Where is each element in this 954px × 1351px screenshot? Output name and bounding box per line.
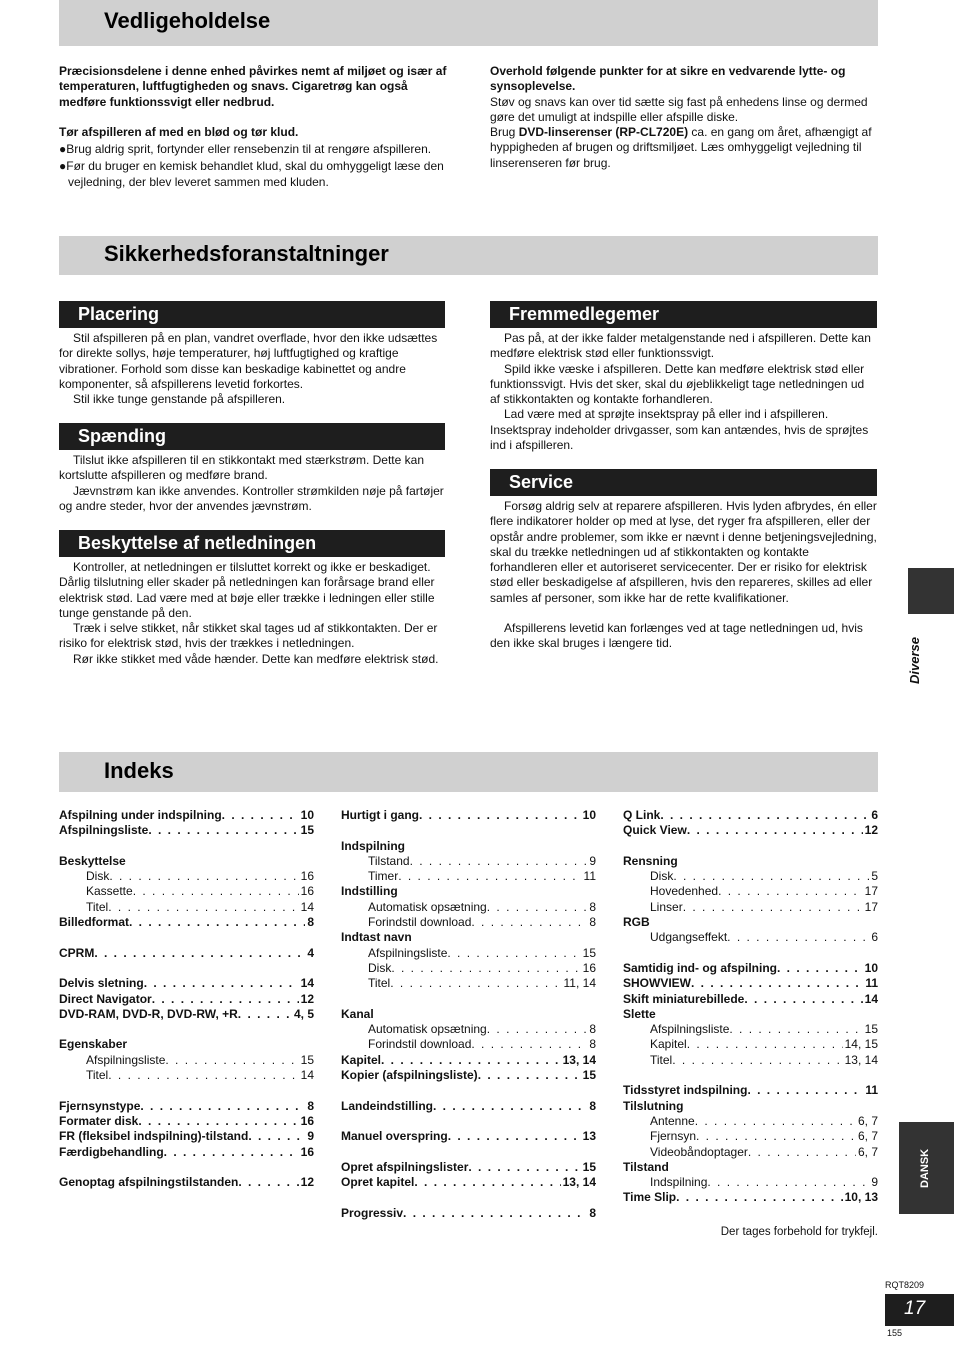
index-entry-page: 8 xyxy=(307,1098,314,1113)
index-leader-dots xyxy=(468,1160,580,1175)
index-gap xyxy=(341,1190,596,1205)
index-gap xyxy=(59,1160,314,1175)
index-entry-label: Afspilningsliste xyxy=(86,1052,166,1067)
index-entry xyxy=(341,808,596,823)
index-entry xyxy=(341,915,596,930)
index-entry xyxy=(623,1037,878,1052)
index-entry xyxy=(59,1175,314,1190)
placering-text: Stil afspilleren på en plan, vandret overflade, hvor den ikke udsættes for direkte sollys, høje temperaturer, høj luftfugtighed og kraftige vibrationer. Forhold som disse kan beskadige kabinettet og andre komponenter, så afspillerens levetid forkortes. Stil ikke tunge genstande på afspilleren. xyxy=(59,331,438,407)
index-leader-dots xyxy=(165,1053,298,1068)
index-entry xyxy=(623,900,878,915)
index-entry-label: Forindstil download xyxy=(368,1037,472,1052)
index-leader-dots xyxy=(238,1175,298,1190)
index-entry-page: 15 xyxy=(582,1159,596,1174)
index-entry-label: Titel xyxy=(86,1068,109,1083)
index-heading: Indtast navn xyxy=(341,930,412,945)
index-leader-dots xyxy=(718,884,863,899)
maint-left-column xyxy=(59,64,449,190)
side-label-dansk: DANSK xyxy=(919,1148,931,1188)
index-entry-label: Indspilning xyxy=(650,1175,708,1190)
index-entry xyxy=(623,976,878,991)
index-leader-dots xyxy=(238,1007,292,1022)
index-leader-dots xyxy=(403,1206,587,1221)
subhead-spaending: Spænding xyxy=(59,423,445,450)
index-leader-dots xyxy=(683,900,863,915)
index-entry-label: Q Link xyxy=(623,808,661,822)
index-leader-dots xyxy=(391,961,580,976)
index-heading: Indspilning xyxy=(341,838,405,853)
index-entry-label: Opret afspilningslister xyxy=(341,1159,469,1174)
index-entry xyxy=(341,976,596,991)
index-entry-label: SHOWVIEW xyxy=(623,976,691,991)
index-entry-page: 14 xyxy=(300,899,314,914)
index-entry-label: Disk xyxy=(650,869,674,884)
index-entry-page: 15 xyxy=(582,945,596,960)
index-entry-page: 14 xyxy=(300,1068,314,1083)
subhead-fremmedlegemer: Fremmedlegemer xyxy=(490,301,877,328)
index-entry xyxy=(59,915,314,930)
index-entry xyxy=(341,1068,596,1083)
index-gap xyxy=(59,930,314,945)
index-entry-label: Quick View xyxy=(623,823,687,838)
index-leader-dots xyxy=(108,900,298,915)
index-entry-page: 13, 14 xyxy=(844,1052,878,1067)
index-leader-dots xyxy=(433,1099,587,1114)
index-entry-page: 14 xyxy=(864,991,878,1006)
index-entry xyxy=(59,900,314,915)
index-entry-page: 6, 7 xyxy=(857,1113,878,1128)
index-entry-label: DVD-RAM, DVD-R, DVD-RW, +R xyxy=(59,1006,238,1021)
index-entry-page: 11 xyxy=(865,1083,878,1098)
index-entry-label: Timer xyxy=(368,869,399,884)
index-gap xyxy=(623,839,878,854)
index-entry-page: 16 xyxy=(300,884,314,899)
index-entry-page: 6, 7 xyxy=(857,1144,878,1159)
index-entry xyxy=(59,884,314,899)
index-entry-label: Billedformat xyxy=(59,915,130,930)
index-leader-dots xyxy=(381,1053,561,1068)
index-entry xyxy=(341,1175,596,1190)
index-entry-page: 9 xyxy=(871,1175,878,1190)
index-entry-page: 12 xyxy=(300,1175,314,1190)
index-entry xyxy=(623,930,878,945)
index-entry-label: Forindstil download xyxy=(368,915,472,930)
index-entry-label: Kopier (afspilningsliste) xyxy=(341,1068,478,1083)
index-entry-page: 12 xyxy=(864,823,878,838)
index-heading: Tilslutning xyxy=(623,1098,684,1113)
index-entry-label: Landeindstilling xyxy=(341,1098,433,1113)
index-entry xyxy=(59,869,314,884)
index-entry xyxy=(341,1022,596,1037)
index-leader-dots xyxy=(487,1022,588,1037)
index-entry-page: 8 xyxy=(589,1022,596,1037)
index-gap xyxy=(341,823,596,838)
index-leader-dots xyxy=(448,1129,581,1144)
index-gap xyxy=(623,1068,878,1083)
index-leader-dots xyxy=(129,915,305,930)
index-leader-dots xyxy=(140,1099,305,1114)
index-entry xyxy=(341,1129,596,1144)
index-gap xyxy=(341,1114,596,1129)
index-leader-dots xyxy=(727,930,869,945)
index-entry-label: Skift miniaturebillede xyxy=(623,991,745,1006)
index-column-2 xyxy=(341,808,596,1221)
index-entry-page: 16 xyxy=(300,1113,314,1128)
page-number: 17 xyxy=(904,1298,926,1319)
index-entry-label: Afspilningsliste xyxy=(650,1022,730,1037)
index-leader-dots xyxy=(148,823,298,838)
index-entry-page: 16 xyxy=(300,869,314,884)
index-column-1 xyxy=(59,808,314,1190)
maint-wipe-text: Tør afspilleren af med en blød og tør klud. xyxy=(59,124,299,139)
index-entry xyxy=(59,1129,314,1144)
index-entry-label: Afspilningsliste xyxy=(368,945,448,960)
index-leader-dots xyxy=(248,1129,305,1144)
index-heading: Tilstand xyxy=(623,1159,669,1174)
index-entry xyxy=(341,900,596,915)
index-entry-page: 16 xyxy=(582,960,596,975)
index-entry-page: 11 xyxy=(865,976,878,991)
index-entry xyxy=(623,1145,878,1160)
index-entry xyxy=(341,1160,596,1175)
index-leader-dots xyxy=(410,854,588,869)
index-entry-label: Titel xyxy=(86,899,109,914)
index-leader-dots xyxy=(696,1129,856,1144)
index-leader-dots xyxy=(691,976,863,991)
index-entry-label: Fjernsynstype xyxy=(59,1098,141,1113)
index-gap xyxy=(59,1022,314,1037)
maint-right-p1: Støv og snavs kan over tid sætte sig fast på enhedens linse og dermed gøre det umuligt at indspille eller afspille diske. xyxy=(490,94,868,124)
index-gap xyxy=(623,946,878,961)
maint-warning-text: Præcisionsdelene i denne enhed påvirkes nemt af miljøet og især af temperaturen, luftfugtigheden og snavs. Cigaretrøg kan også medføre funktionssvigt eller nedbrud. xyxy=(59,64,447,109)
section-title-sikkerhed: Sikkerhedsforanstaltninger xyxy=(104,241,389,266)
index-entry-label: Tidsstyret indspilning xyxy=(623,1083,748,1098)
index-entry-page: 15 xyxy=(300,1052,314,1067)
index-entry-label: Samtidig ind- og afspilning xyxy=(623,960,777,975)
index-entry xyxy=(623,1022,878,1037)
index-gap xyxy=(59,1083,314,1098)
maint-right-p2: Brug DVD-linserenser (RP-CL720E) ca. en gang om året, afhængigt af hyppigheden af brugen og driftsmiljøet. Læs omhyggeligt vejledning til linserenseren før brug. xyxy=(490,125,872,170)
index-entry-page: 8 xyxy=(589,1098,596,1113)
index-entry xyxy=(623,1083,878,1098)
index-entry-label: Manuel overspring xyxy=(341,1129,448,1144)
index-entry-page: 8 xyxy=(589,1037,596,1052)
index-leader-dots xyxy=(478,1068,581,1083)
index-entry xyxy=(59,823,314,838)
index-leader-dots xyxy=(660,808,869,823)
index-entry xyxy=(623,884,878,899)
index-entry-label: Kapitel xyxy=(650,1037,687,1052)
index-entry-page: 13, 14 xyxy=(562,1175,596,1190)
index-entry-label: Time Slip xyxy=(623,1190,677,1205)
index-entry xyxy=(623,1129,878,1144)
index-entry-label: Titel xyxy=(368,976,391,991)
index-entry-label: Afspilning under indspilning xyxy=(59,808,222,822)
index-entry-page: 10 xyxy=(864,960,878,975)
index-entry xyxy=(341,961,596,976)
maint-bullet-2: ●Før du bruger en kemisk behandlet klud, skal du omhyggeligt læse den vejledning, der blev leveret sammen med kluden. xyxy=(59,159,444,189)
side-label-diverse: Diverse xyxy=(907,637,922,684)
index-leader-dots xyxy=(94,946,305,961)
index-entry-page: 9 xyxy=(589,853,596,868)
section-band-vedligeholdelse xyxy=(59,0,878,46)
index-entry-label: CPRM xyxy=(59,945,95,960)
beskyttelse-text: Kontroller, at netledningen er tilsluttet korrekt og ikke er beskadiget. Dårlig tilslutning eller skader på netledningen kan forårsage brand eller elektrisk stød. Lad være med at bøje eller trække i ledningen eller stille tunge genstande på den. Træk i selve stikket, når stikket skal tages ud af stikkontakten. Der er risiko for elektrisk stød, hvis der trækkes i netledningen. Rør ikke stikket med våde hænder. Dette kan medføre elektrisk stød. xyxy=(59,560,439,666)
index-entry xyxy=(341,869,596,884)
index-entry-label: Automatisk opsætning xyxy=(368,1022,487,1037)
subhead-service: Service xyxy=(490,469,877,496)
index-leader-dots xyxy=(687,823,863,838)
index-entry xyxy=(341,854,596,869)
index-entry-label: Videobåndoptager xyxy=(650,1144,748,1159)
index-entry xyxy=(59,1068,314,1083)
index-leader-dots xyxy=(419,808,581,823)
index-gap xyxy=(341,1083,596,1098)
index-entry-label: Kassette xyxy=(86,884,133,899)
index-entry-page: 10 xyxy=(300,808,314,822)
fremmedlegemer-text: Pas på, at der ikke falder metalgenstande ned i afspilleren. Dette kan medføre elektrisk stød eller funktionssvigt. Spild ikke væske i afspilleren. Dette kan medføre elektrisk stød eller funktionssvigt. Hvis det sker, skal du øjeblikkeligt tage netledningen ud af stikkontakten og kontakte forhandleren. Lad være med at sprøjte insektspray på eller ind i afspilleren. Insektspray indeholder drivgasser, som kan antændes, hvis de sprøjtes ind i afspilleren. xyxy=(490,331,871,453)
index-entry-label: Færdigbehandling xyxy=(59,1144,164,1159)
index-entry-page: 16 xyxy=(300,1144,314,1159)
index-entry xyxy=(341,946,596,961)
index-heading: Kanal xyxy=(341,1006,374,1021)
index-entry-label: Titel xyxy=(650,1052,673,1067)
index-entry-label: Progressiv xyxy=(341,1205,404,1220)
index-entry-label: Genoptag afspilningstilstanden xyxy=(59,1175,239,1190)
index-entry xyxy=(59,808,314,823)
side-tab-diverse xyxy=(908,568,954,614)
index-entry xyxy=(623,1114,878,1129)
index-gap xyxy=(59,961,314,976)
index-entry xyxy=(59,992,314,1007)
index-entry-page: 13 xyxy=(582,1129,596,1144)
index-entry-label: Delvis sletning xyxy=(59,976,144,991)
index-entry-page: 15 xyxy=(300,823,314,838)
index-entry xyxy=(59,1053,314,1068)
index-leader-dots xyxy=(777,961,863,976)
disclaimer-text: Der tages forbehold for trykfejl. xyxy=(720,1226,878,1238)
index-leader-dots xyxy=(133,884,299,899)
index-entry xyxy=(59,1099,314,1114)
index-entry xyxy=(59,976,314,991)
maint-right-heading: Overhold følgende punkter for at sikre en vedvarende lytte- og synsoplevelse. xyxy=(490,64,846,94)
index-leader-dots xyxy=(695,1114,856,1129)
index-entry-page: 6, 7 xyxy=(857,1129,878,1144)
index-heading: RGB xyxy=(623,915,650,930)
index-entry-page: 14 xyxy=(300,976,314,991)
index-leader-dots xyxy=(447,946,580,961)
index-entry-page: 15 xyxy=(582,1068,596,1083)
index-leader-dots xyxy=(152,992,299,1007)
index-entry-page: 4, 5 xyxy=(293,1006,314,1021)
index-leader-dots xyxy=(414,1175,560,1190)
index-entry-label: Antenne xyxy=(650,1113,695,1128)
section-band-indeks xyxy=(59,752,878,792)
index-leader-dots xyxy=(687,1037,843,1052)
index-leader-dots xyxy=(138,1114,298,1129)
index-gap xyxy=(59,839,314,854)
index-entry-page: 10, 13 xyxy=(844,1190,878,1205)
index-leader-dots xyxy=(707,1175,869,1190)
index-entry-page: 8 xyxy=(589,899,596,914)
index-entry-label: Automatisk opsætning xyxy=(368,899,487,914)
section-title-vedligeholdelse: Vedligeholdelse xyxy=(104,8,271,33)
index-leader-dots xyxy=(744,992,862,1007)
section-band-sikkerhed xyxy=(59,236,878,275)
subhead-beskyttelse: Beskyttelse af netledningen xyxy=(59,530,445,557)
service-text: Forsøg aldrig selv at reparere afspilleren. Hvis lyden afbrydes, én eller flere indikatorer holder op med at lyse, det ryger fra afspilleren, eller der opstår andre problemer, som ikke er nævnt i denne betjeningsvejledning, skal du trække netledningen ud af stikkontakten og kontakte forhandleren eller et autoriseret servicecenter. Der er risiko for elektrisk stød eller beskadigelse af afspilleren, hvis den repareres, skilles ad eller samles af personer, som ikke har de rette kvalifikationer. Afspillerens levetid kan forlænges ved at tage netledningen ud, hvis den ikke skal bruges i længere tid. xyxy=(490,499,877,651)
index-entry-page: 14, 15 xyxy=(844,1037,878,1052)
index-entry xyxy=(623,808,878,823)
index-entry-label: Linser xyxy=(650,899,683,914)
maint-bullet-1: ●Brug aldrig sprit, fortynder eller rensebenzin til at rengøre afspilleren. xyxy=(59,142,432,157)
index-leader-dots xyxy=(144,976,299,991)
index-entry-page: 17 xyxy=(864,884,878,899)
index-entry xyxy=(59,1145,314,1160)
index-entry xyxy=(341,1037,596,1052)
subhead-placering: Placering xyxy=(59,301,445,328)
index-entry-label: Hurtigt i gang xyxy=(341,808,419,822)
index-entry-label: Kapitel xyxy=(341,1052,382,1067)
index-heading: Slette xyxy=(623,1006,656,1021)
index-leader-dots xyxy=(487,900,588,915)
model-number: RQT8209 xyxy=(885,1280,925,1290)
index-entry-page: 9 xyxy=(307,1129,314,1144)
index-entry xyxy=(341,1099,596,1114)
index-heading: Egenskaber xyxy=(59,1037,128,1052)
index-entry-label: Formater disk xyxy=(59,1113,139,1128)
index-entry-label: Disk xyxy=(86,869,110,884)
index-entry-page: 17 xyxy=(864,899,878,914)
index-gap xyxy=(341,1145,596,1160)
index-entry-label: Udgangseffekt xyxy=(650,930,728,945)
index-entry-page: 6 xyxy=(871,930,878,945)
index-entry-label: Disk xyxy=(368,960,392,975)
index-entry-page: 8 xyxy=(589,915,596,930)
index-leader-dots xyxy=(164,1145,299,1160)
index-entry-label: Fjernsyn xyxy=(650,1129,697,1144)
index-entry-page: 4 xyxy=(307,945,314,960)
side-tab-dansk xyxy=(899,1122,954,1214)
index-leader-dots xyxy=(471,1037,587,1052)
index-entry-page: 11, 14 xyxy=(563,976,596,991)
index-entry-label: Hovedenhed xyxy=(650,884,719,899)
index-entry xyxy=(623,823,878,838)
index-entry xyxy=(623,1175,878,1190)
index-entry xyxy=(341,1053,596,1068)
index-entry xyxy=(623,1190,878,1205)
index-entry-page: 8 xyxy=(589,1205,596,1220)
index-entry xyxy=(59,1114,314,1129)
lens-cleaner-name: DVD-linserenser (RP-CL720E) xyxy=(518,125,689,140)
index-entry xyxy=(623,1053,878,1068)
index-entry xyxy=(623,961,878,976)
subpage-number: 155 xyxy=(887,1328,903,1338)
index-entry-label: FR (fleksibel indspilning)-tilstand xyxy=(59,1129,249,1144)
index-entry-label: Opret kapitel xyxy=(341,1175,415,1190)
index-entry xyxy=(59,1007,314,1022)
index-leader-dots xyxy=(673,869,869,884)
index-leader-dots xyxy=(108,1068,298,1083)
index-entry xyxy=(623,869,878,884)
index-entry-page: 6 xyxy=(871,808,878,822)
index-leader-dots xyxy=(747,1083,863,1098)
index-entry-page: 12 xyxy=(300,991,314,1006)
index-entry xyxy=(59,946,314,961)
index-leader-dots xyxy=(672,1053,842,1068)
page-number-box xyxy=(885,1294,954,1326)
index-leader-dots xyxy=(390,976,561,991)
index-leader-dots xyxy=(398,869,581,884)
index-entry xyxy=(341,1206,596,1221)
index-entry-page: 10 xyxy=(582,808,596,822)
index-entry-label: Tilstand xyxy=(368,853,410,868)
index-leader-dots xyxy=(748,1145,856,1160)
index-leader-dots xyxy=(222,808,299,823)
index-gap xyxy=(341,992,596,1007)
index-leader-dots xyxy=(676,1190,842,1205)
section-title-indeks: Indeks xyxy=(104,758,174,783)
index-entry-label: Afspilningsliste xyxy=(59,823,149,838)
index-entry-page: 13, 14 xyxy=(562,1052,596,1067)
index-entry-page: 5 xyxy=(871,869,878,884)
index-leader-dots xyxy=(729,1022,862,1037)
index-leader-dots xyxy=(471,915,587,930)
index-entry-page: 8 xyxy=(307,915,314,930)
index-column-3 xyxy=(623,808,878,1206)
index-entry xyxy=(623,992,878,1007)
index-entry-page: 11 xyxy=(583,869,596,884)
spaending-text: Tilslut ikke afspilleren til en stikkontakt med stærkstrøm. Dette kan kortslutte afspilleren og medføre brand. Jævnstrøm kan ikke anvendes. Kontroller strømkilden nøje på fartøjer og andre steder, hvor der anvendes jævnstrøm. xyxy=(59,453,444,513)
index-entry-label: Direct Navigator xyxy=(59,991,152,1006)
index-entry-page: 15 xyxy=(864,1022,878,1037)
index-heading: Rensning xyxy=(623,853,678,868)
index-heading: Beskyttelse xyxy=(59,853,126,868)
maint-right-column xyxy=(490,64,878,171)
index-leader-dots xyxy=(109,869,298,884)
index-heading: Indstilling xyxy=(341,884,398,899)
